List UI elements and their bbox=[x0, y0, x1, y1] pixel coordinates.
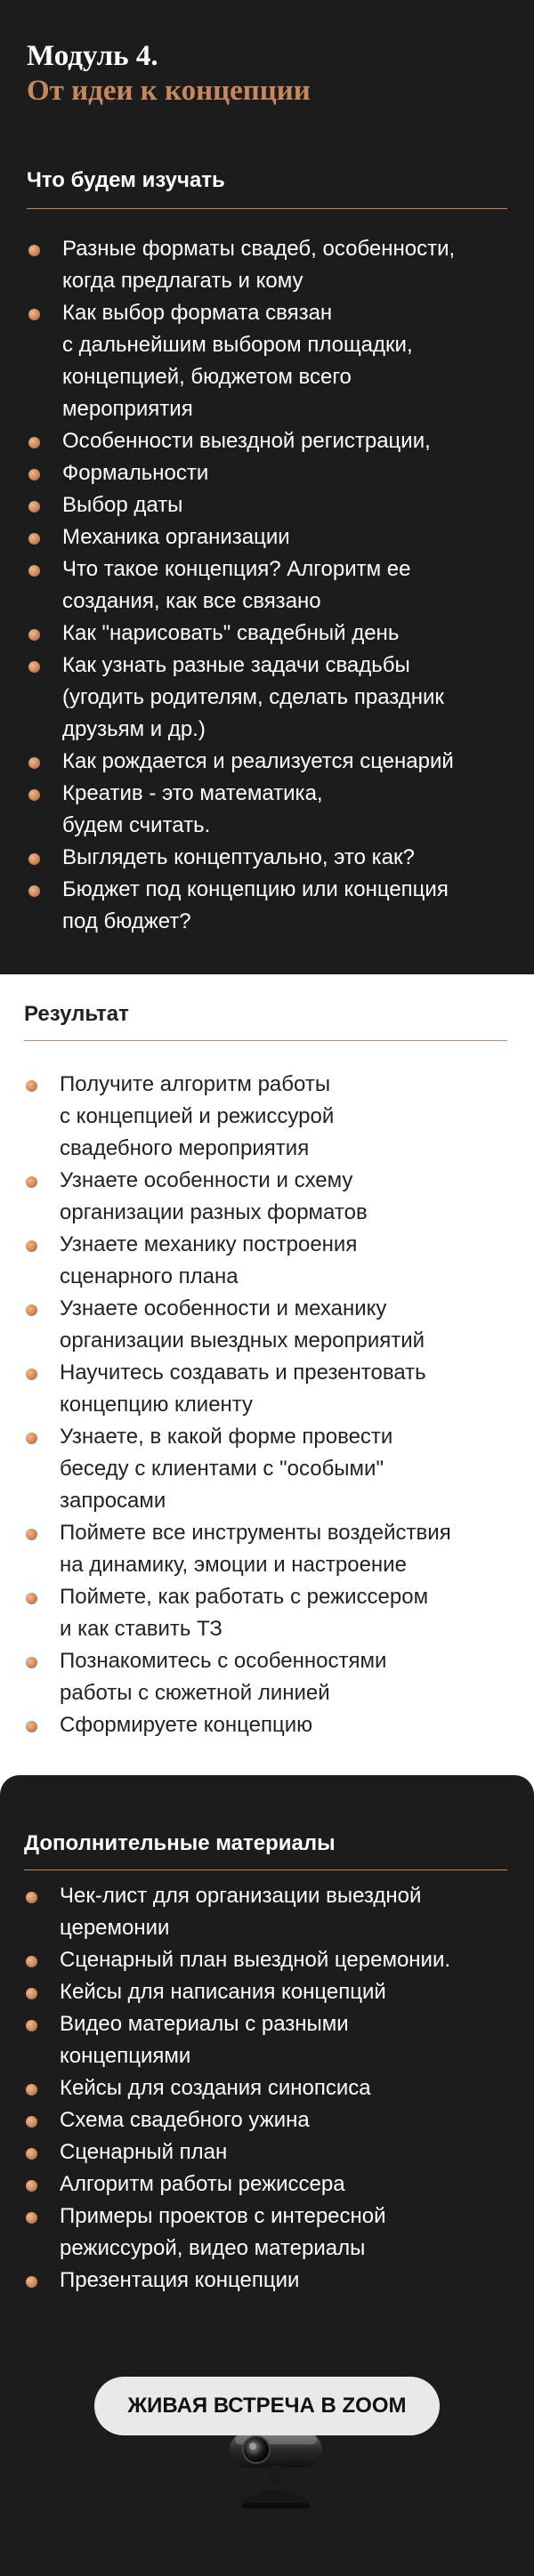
list-item: Как рождается и реализуется сценарий bbox=[27, 746, 507, 778]
list-item: Механика организации bbox=[27, 521, 507, 553]
list-item: Поймете все инструменты воздействия на динамику, эмоции и настроение bbox=[24, 1517, 507, 1581]
extra-divider bbox=[24, 1869, 507, 1870]
result-section bbox=[0, 976, 534, 1753]
list-item: Сценарный план выездной церемонии. bbox=[24, 1944, 507, 1976]
list-item: Креатив - это математика, будем считать. bbox=[27, 778, 507, 842]
list-item: Узнаете особенности и схему организации разных форматов bbox=[24, 1165, 507, 1229]
module-number: Модуль 4. bbox=[27, 40, 158, 72]
extra-heading: Дополнительные материалы bbox=[24, 1831, 336, 1855]
result-divider bbox=[24, 1040, 507, 1041]
module-title bbox=[27, 39, 311, 109]
list-item: Кейсы для написания концепций bbox=[24, 1976, 507, 2008]
list-item: Видео материалы с разными концепциями bbox=[24, 2008, 507, 2072]
zoom-meeting-button[interactable]: ЖИВАЯ ВСТРЕЧА В ZOOM bbox=[94, 2377, 440, 2435]
module-name: От идеи к концепции bbox=[27, 75, 311, 107]
list-item: Бюджет под концепцию или концепция под бюджет? bbox=[27, 874, 507, 938]
list-item: Научитесь создавать и презентовать концепцию клиенту bbox=[24, 1357, 507, 1421]
list-item: Узнаете, в какой форме провести беседу с клиентами с "особыми" запросами bbox=[24, 1421, 507, 1517]
list-item: Кейсы для создания синопсиса bbox=[24, 2072, 507, 2104]
list-item: Как узнать разные задачи свадьбы (угодить родителям, сделать праздник друзьям и др.) bbox=[27, 650, 507, 746]
result-heading: Результат bbox=[24, 1002, 129, 1026]
list-item: Узнаете особенности и механику организации выездных мероприятий bbox=[24, 1293, 507, 1357]
list-item: Узнаете механику построения сценарного плана bbox=[24, 1229, 507, 1293]
list-item: Что такое концепция? Алгоритм ее создания, как все связано bbox=[27, 553, 507, 618]
list-item: Разные форматы свадеб, особенности, когда предлагать и кому bbox=[27, 233, 507, 297]
learn-divider bbox=[27, 208, 507, 209]
list-item: Примеры проектов с интересной режиссурой, видео материалы bbox=[24, 2201, 507, 2265]
list-item: Презентация концепции bbox=[24, 2265, 507, 2297]
result-list bbox=[24, 1069, 507, 1741]
list-item: Формальности bbox=[27, 457, 507, 489]
list-item: Поймете, как работать с режиссером и как ставить ТЗ bbox=[24, 1581, 507, 1645]
list-item: Выбор даты bbox=[27, 489, 507, 521]
learn-heading: Что будем изучать bbox=[27, 168, 225, 192]
list-item: Сформируете концепцию bbox=[24, 1709, 507, 1741]
list-item: Как "нарисовать" свадебный день bbox=[27, 618, 507, 650]
list-item: Чек-лист для организации выездной церемонии bbox=[24, 1880, 507, 1944]
list-item: Получите алгоритм работы с концепцией и режиссурой свадебного мероприятия bbox=[24, 1069, 507, 1165]
list-item: Выглядеть концептуально, это как? bbox=[27, 842, 507, 874]
list-item: Особенности выездной регистрации, bbox=[27, 425, 507, 457]
list-item: Как выбор формата связан с дальнейшим выбором площадки, концепцией, бюджетом всего мероприятия bbox=[27, 297, 507, 425]
list-item: Познакомитесь с особенностями работы с сюжетной линией bbox=[24, 1645, 507, 1709]
list-item: Алгоритм работы режиссера bbox=[24, 2168, 507, 2201]
list-item: Схема свадебного ужина bbox=[24, 2104, 507, 2136]
list-item: Сценарный план bbox=[24, 2136, 507, 2168]
module-section bbox=[0, 0, 534, 974]
extra-list bbox=[24, 1880, 507, 2297]
learn-list bbox=[27, 233, 507, 938]
